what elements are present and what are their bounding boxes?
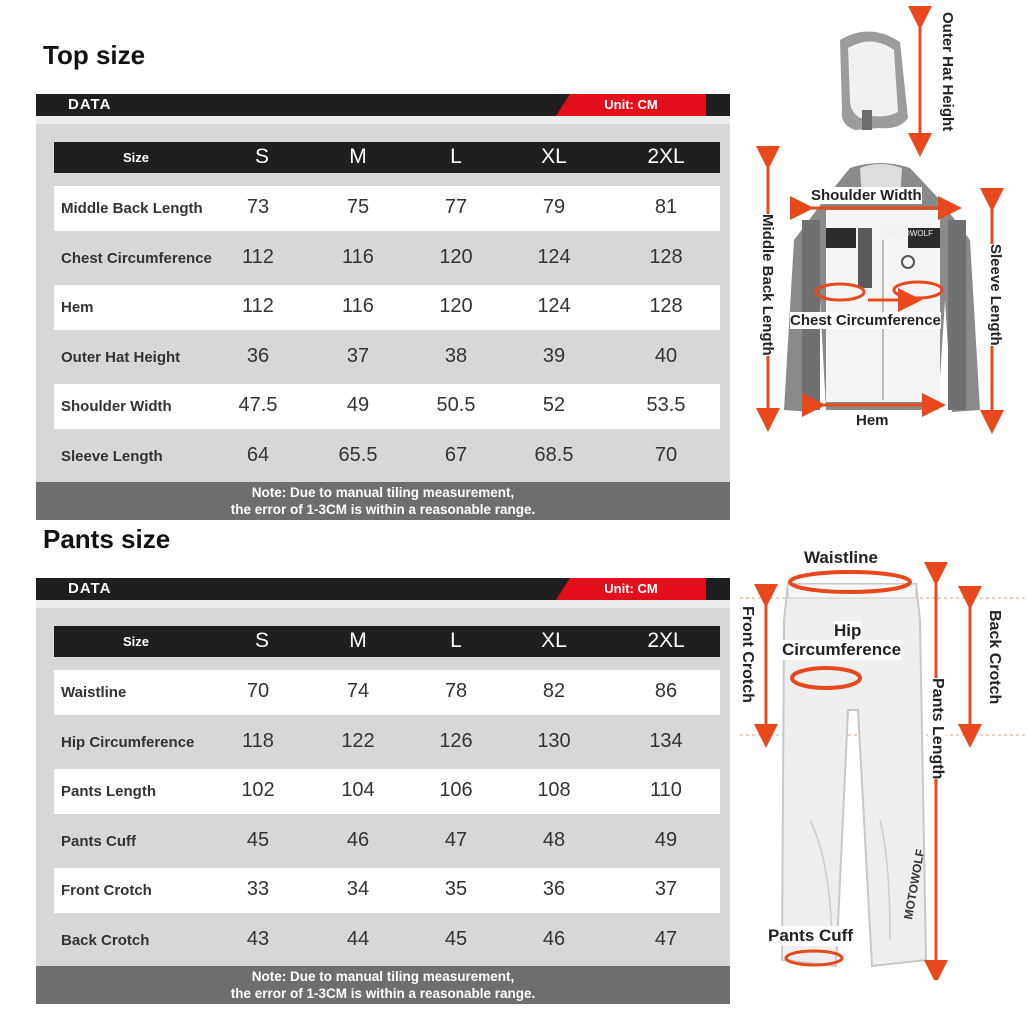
cell: 124 xyxy=(537,295,571,317)
cell: 70 xyxy=(654,444,678,466)
cell: 77 xyxy=(444,196,468,218)
top-note xyxy=(36,482,730,520)
top-size-table-panel xyxy=(36,94,730,520)
cell: 75 xyxy=(346,196,370,218)
cell: 120 xyxy=(439,246,473,268)
jacket-diagram xyxy=(740,0,1028,440)
pants-brand-mark: MOTOWOLF xyxy=(901,848,928,921)
top-note-line2: the error of 1-3CM is within a reasonable range. xyxy=(230,502,536,517)
cell: 104 xyxy=(341,779,375,801)
cell: 38 xyxy=(444,345,468,367)
pants-note-line1: Note: Due to manual tiling measurement, xyxy=(251,969,515,984)
cell: 68.5 xyxy=(534,444,574,466)
pants-size-s: S xyxy=(254,629,269,652)
table-row xyxy=(54,720,720,765)
top-size-header-row xyxy=(54,142,720,173)
cell: 45 xyxy=(444,928,468,950)
pants-cuff-label: Pants Cuff xyxy=(768,926,853,945)
pants-unit-label: Unit: CM xyxy=(604,581,658,596)
top-size-m: M xyxy=(349,145,367,168)
cell: 46 xyxy=(346,829,370,851)
cell: 82 xyxy=(542,680,566,702)
table-row xyxy=(54,335,720,380)
table-row xyxy=(54,769,720,814)
jacket-brand-mark: MOTOWOLF xyxy=(886,229,933,238)
row-label: Hip Circumference xyxy=(61,734,195,751)
cell: 47.5 xyxy=(238,394,278,416)
chest-circumference-label: Chest Circumference xyxy=(790,312,941,329)
cell: 78 xyxy=(444,680,468,702)
sleeve-length-label: Sleeve Length xyxy=(987,244,1004,346)
top-size-2xl: 2XL xyxy=(647,145,685,168)
cell: 108 xyxy=(537,779,571,801)
row-label: Chest Circumference xyxy=(61,250,212,267)
top-unit-tab xyxy=(556,94,706,116)
top-unit-label: Unit: CM xyxy=(604,97,658,112)
pants-size-table-panel xyxy=(36,578,730,1004)
top-note-line1: Note: Due to manual tiling measurement, xyxy=(251,485,515,500)
cell: 37 xyxy=(654,878,678,900)
table-row xyxy=(54,186,720,231)
cell: 120 xyxy=(439,295,473,317)
top-size-xl: XL xyxy=(541,145,567,168)
pants-size-2xl: 2XL xyxy=(647,629,685,652)
cell: 39 xyxy=(542,345,566,367)
waistline-label: Waistline xyxy=(804,548,878,567)
top-panel-header xyxy=(36,94,730,116)
cell: 86 xyxy=(654,680,678,702)
cell: 53.5 xyxy=(646,394,686,416)
cell: 40 xyxy=(654,345,678,367)
pants-size-l: L xyxy=(450,629,462,652)
table-row xyxy=(54,285,720,330)
middle-back-length-label: Middle Back Length xyxy=(759,214,776,356)
cell: 52 xyxy=(542,394,566,416)
top-size-l: L xyxy=(450,145,462,168)
cell: 106 xyxy=(439,779,473,801)
row-label: Back Crotch xyxy=(61,932,150,949)
row-label: Sleeve Length xyxy=(61,448,163,465)
outer-hat-height-label: Outer Hat Height xyxy=(939,12,956,132)
table-row xyxy=(54,868,720,913)
cell: 110 xyxy=(650,779,682,801)
row-label: Pants Length xyxy=(61,783,157,800)
cell: 128 xyxy=(649,295,683,317)
cell: 128 xyxy=(649,246,683,268)
cell: 36 xyxy=(246,345,270,367)
row-label: Shoulder Width xyxy=(61,398,172,415)
pants-size-title: Pants size xyxy=(43,524,171,554)
pants-data-label: DATA xyxy=(68,580,112,597)
table-row xyxy=(54,384,720,429)
pants-unit-tab xyxy=(556,578,706,600)
table-row xyxy=(54,819,720,864)
pants-sub-strip xyxy=(36,600,730,608)
cell: 112 xyxy=(242,295,274,317)
top-data-label: DATA xyxy=(68,96,112,113)
back-crotch-label: Back Crotch xyxy=(986,610,1003,705)
cell: 47 xyxy=(444,829,468,851)
pants-size-header-row xyxy=(54,626,720,657)
cell: 65.5 xyxy=(338,444,378,466)
cell: 34 xyxy=(346,878,370,900)
row-label: Waistline xyxy=(61,684,127,701)
cell: 48 xyxy=(542,829,566,851)
cell: 33 xyxy=(246,878,270,900)
pants-size-xl: XL xyxy=(541,629,567,652)
pants-note xyxy=(36,966,730,1004)
shoulder-width-label: Shoulder Width xyxy=(811,187,922,204)
pants-size-header-label: Size xyxy=(122,634,149,649)
cell: 44 xyxy=(346,928,370,950)
cell: 50.5 xyxy=(436,394,476,416)
pants-size-m: M xyxy=(349,629,367,652)
table-row xyxy=(54,918,720,963)
top-sub-strip xyxy=(36,116,730,124)
row-label: Hem xyxy=(61,299,94,316)
pants-panel-header xyxy=(36,578,730,600)
cell: 102 xyxy=(241,779,275,801)
cell: 134 xyxy=(649,730,683,752)
cell: 47 xyxy=(654,928,678,950)
cell: 124 xyxy=(537,246,571,268)
cell: 37 xyxy=(346,345,370,367)
table-row xyxy=(54,434,720,479)
hip-label-line2: Circumference xyxy=(782,640,902,659)
cell: 70 xyxy=(246,680,270,702)
cell: 130 xyxy=(537,730,571,752)
hood-illustration xyxy=(840,31,908,130)
pants-length-label: Pants Length xyxy=(929,678,946,780)
cell: 116 xyxy=(342,295,374,317)
top-size-header-label: Size xyxy=(122,150,149,165)
cell: 118 xyxy=(242,730,274,752)
cell: 122 xyxy=(341,730,375,752)
cell: 67 xyxy=(444,444,468,466)
cell: 73 xyxy=(246,196,270,218)
cell: 49 xyxy=(654,829,678,851)
table-row xyxy=(54,236,720,281)
cell: 43 xyxy=(246,928,270,950)
row-label: Outer Hat Height xyxy=(61,349,181,366)
front-crotch-label: Front Crotch xyxy=(739,606,756,703)
row-label: Front Crotch xyxy=(61,882,152,899)
row-label: Middle Back Length xyxy=(61,200,203,217)
table-row xyxy=(54,670,720,715)
cell: 36 xyxy=(542,878,566,900)
cell: 81 xyxy=(654,196,678,218)
cell: 126 xyxy=(439,730,473,752)
cell: 79 xyxy=(542,196,566,218)
top-size-s: S xyxy=(254,145,269,168)
row-label: Pants Cuff xyxy=(61,833,136,850)
cell: 116 xyxy=(342,246,374,268)
cell: 35 xyxy=(444,878,468,900)
pants-note-line2: the error of 1-3CM is within a reasonable range. xyxy=(230,986,536,1001)
hip-label-line1: Hip xyxy=(834,621,862,640)
cell: 74 xyxy=(346,680,370,702)
cell: 49 xyxy=(346,394,370,416)
top-size-title: Top size xyxy=(43,40,146,70)
cell: 46 xyxy=(542,928,566,950)
cell: 45 xyxy=(246,829,270,851)
hem-label: Hem xyxy=(856,412,889,429)
cell: 112 xyxy=(242,246,274,268)
cell: 64 xyxy=(246,444,270,466)
